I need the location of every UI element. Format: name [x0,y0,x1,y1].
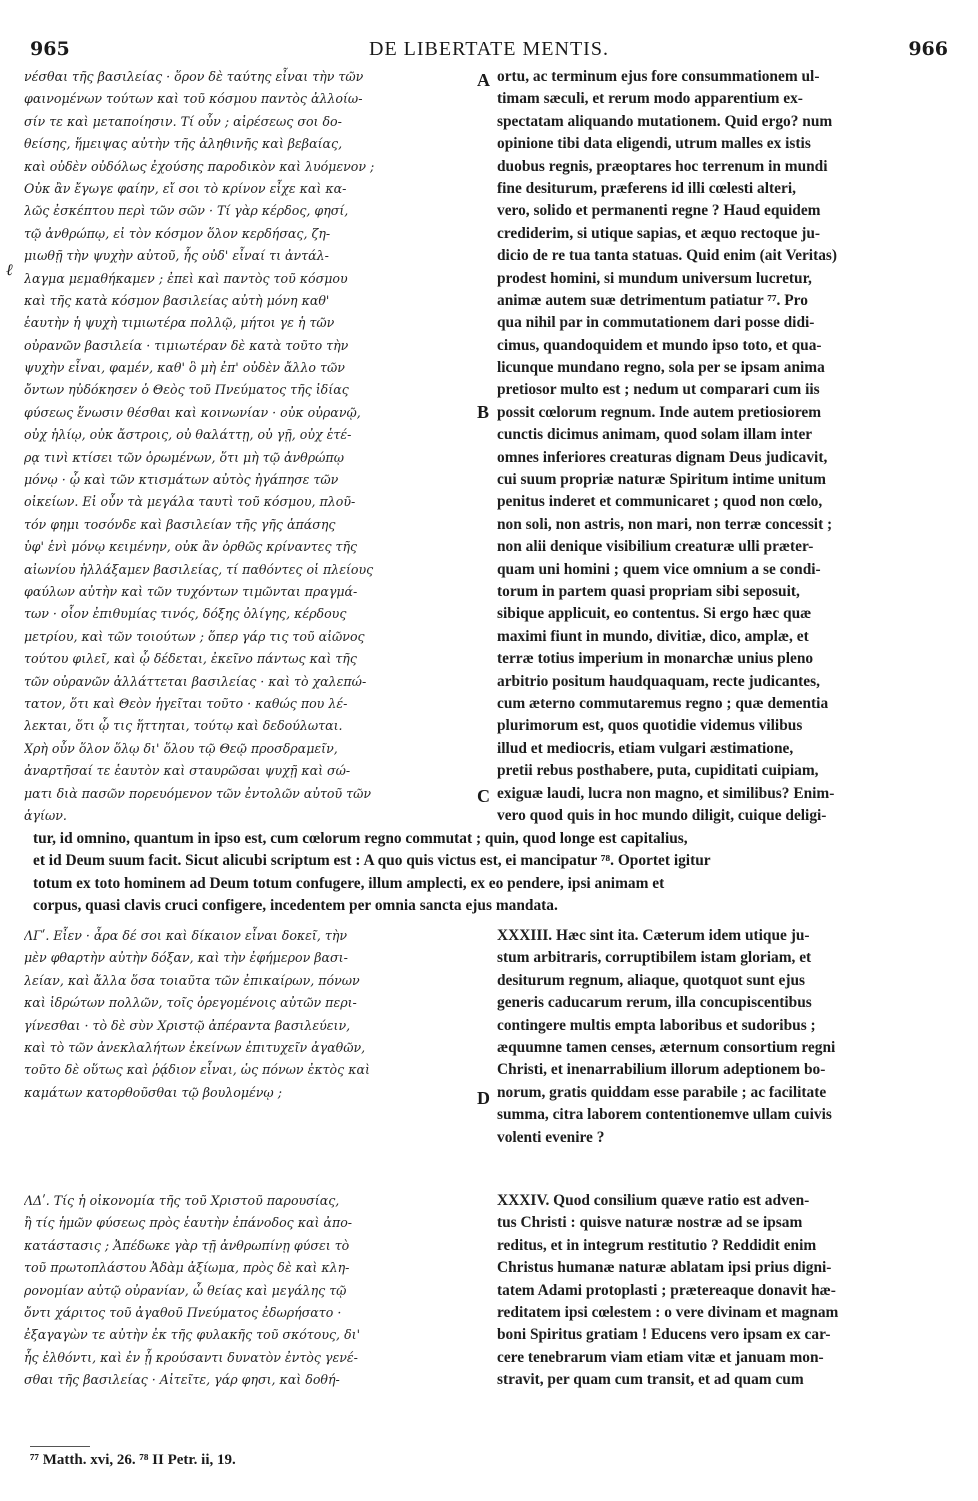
text-line: των · οἷον ἐπιθυμίας τινός, δόξης ὀλίγης, κέρδους [24,606,347,622]
text-line: corpus, quasi clavis cruci configere, incedentem per omnia sancta ejus mandata. [33,897,558,915]
text-line: ἐξαγαγὼν τε αὐτὴν ἐκ τῆς φυλακῆς τοῦ σκότους, δι' [24,1327,361,1343]
text-line: ἢ τίς ἡμῶν φύσεως πρὸς ἑαυτὴν ἐπάνοδος καὶ ἀπο- [24,1215,353,1231]
section-marker-a: A [477,70,490,90]
latin-full-width-block [33,828,941,918]
page-number-right: 966 [908,38,948,60]
text-line: qua nihil par in commutationem dari posse didi- [497,314,815,332]
text-line: cum æterno commutaremus regno ; quæ dementia [497,694,829,712]
text-line: λείαν, καὶ ἄλλα ὅσα τοιαῦτα τῶν ἐπικαίρων, πόνων [24,972,360,988]
text-line: τῶν οὐρανῶν ἀλλάττεται βασιλείας · καὶ τὸ χαλεπώ- [24,673,367,689]
text-line: stum arbitraris, corruptibilem istam gloriam, et [497,949,812,967]
text-line: pretiosor multo est ; nedum ut comparari cum iis [497,381,820,399]
text-line: sibique applicuit, eo contentus. Si ergo hæc quæ [497,605,812,623]
page-header [30,38,948,64]
text-line: τοῦ πρωτοπλάστου Ἀδὰμ ἀξίωμα, πρὸς δὲ καὶ κλη- [24,1260,350,1276]
text-line: σίν τε καὶ μεταποίησιν. Τί οὖν ; αἱρέσεως σοι δο- [24,113,342,129]
text-line: vero quod quis in hoc mundo diligit, cuique deligi- [497,806,827,824]
text-line: κατάστασις ; Ἀπέδωκε γὰρ τῇ ἀνθρωπίνῃ φύσει τὸ [24,1237,350,1253]
text-line: σθαι τῆς βασιλείας · Αἰτεῖτε, γάρ φησι, καὶ δοθή- [24,1372,340,1388]
text-line: contingere multis empta laboribus et sudoribus ; [497,1016,816,1034]
text-line: boni Spiritus gratiam ! Educens vero ipsam ex car- [497,1326,831,1344]
text-line: generis caducarum rerum, illa concupiscentibus [497,994,812,1012]
page-number-left: 965 [30,38,70,60]
text-line: tus Christi : quisve naturæ nostræ ad se ipsam [497,1214,803,1232]
text-line: crediderim, si utique sapias, et æquo rectoque ju- [497,224,821,242]
text-line: volenti evenire ? [497,1128,605,1146]
text-line: dicio de re tua tanta statuas. Quid enim (ait Veritas) [497,247,838,265]
text-line: non soli, non astris, non mari, non terræ concessit ; [497,515,833,533]
text-line: φύσεως ἕνωσιν θέσθαι καὶ κοινωνίαν · οὐκ οὐρανῷ, [24,404,361,420]
text-line: Οὐκ ἂν ἔγωγε φαίην, εἴ σοι τὸ κρίνον εἶχε καὶ κα- [24,180,347,196]
text-line: μετρίου, καὶ τῶν τοιούτων ; ὅπερ γάρ τις τοῦ αἰῶνος [24,628,365,644]
text-line: plurimorum est, quos quotidie videmus vilibus [497,717,803,735]
text-line: ἁγίων. [24,807,67,823]
text-line: ὄντι χάριτος τοῦ ἀγαθοῦ Πνεύματος ἐδωρήσατο · [24,1304,342,1320]
text-line: reditatem ipsi cœlestem : o vere divinam et magnam [497,1303,839,1321]
margin-note-mark: ℓ [6,260,13,279]
text-line: licunque mundano regno, sola per se ipsam anima [497,359,825,377]
text-line: et id Deum suum facit. Sicut alicubi scriptum est : A quo quis victus est, ei mancipatur ⁷⁸. Oportet igitur [33,852,711,870]
text-line: tur, id omnino, quantum in ipso est, cum cœlorum regno commutat ; quin, quod longe est capitalius, [33,830,688,847]
text-line: ρᾳ τινὶ κτίσει τῶν ὁρωμένων, ὅτι μὴ τῷ ἀνθρώπῳ [24,449,344,465]
greek-column-block-1 [24,66,479,827]
text-line: λῶς ἐσκέπτου περὶ τῶν σῶν · Τί γὰρ κέρδος, φησί, [24,203,349,219]
text-line: οὐχ ἡλίῳ, οὐκ ἄστροις, οὐ θαλάττῃ, οὐ γῇ, οὐχ ἑτέ- [24,427,352,443]
text-line: οἰκείων. Εἰ οὖν τὰ μεγάλα ταυτὶ τοῦ κόσμου, πλοῦ- [24,494,356,510]
text-line: torum in partem quasi propriam sibi seposuit, [497,582,800,600]
text-line: λεκται, ὅτι ᾧ τις ἥττηται, τούτῳ καὶ δεδούλωται. [24,718,343,734]
text-line: τόν φημι τοσόνδε καὶ βασιλείαν τῆς γῆς ἁπάσης [24,516,336,532]
latin-column-block-3 [497,1190,945,1392]
text-line: οὐρανῶν βασιλεία · τιμιωτέραν δὲ κατὰ τοῦτο τὴν [24,337,349,353]
text-line: ὄντων ηὐδόκησεν ὁ Θεὸς τοῦ Πνεύματος τῆς ἰδίας [24,382,349,398]
text-line: reditus, et in integrum restitutio ? Reddidit enim [497,1236,817,1254]
text-line: tatem Adami protoplasti ; prætereaque donavit hæ- [497,1281,836,1299]
text-line: φαινομένων τούτων καὶ τοῦ κόσμου παντὸς ἀλλοίω- [24,91,363,107]
text-line: summa, citra laborem contentionemve ullam cuivis [497,1106,832,1124]
greek-column-block-2 [24,925,479,1104]
text-line: illud et mediocris, etiam vulgari æstimatione, [497,739,794,757]
text-line: omnes inferiores creaturas dignam Deus judicavit, [497,448,828,466]
text-line: γίνεσθαι · τὸ δὲ σὺν Χριστῷ ἀπέραντα βασιλεύειν, [24,1017,351,1033]
text-line: ἑαυτὴν ἡ ψυχὴ τιμιωτέρα πολλῷ, μήτοι γε ἡ τῶν [24,315,335,331]
section-marker-c: C [477,786,490,806]
text-line: non alii denique visibilium creaturæ ulli præter- [497,538,814,556]
text-line: τοῦτο δὲ οὕτως καὶ ῥᾴδιον εἶναι, ὡς πόνων ἐκτὸς καὶ [24,1062,370,1078]
text-line: cui suum propriæ naturæ Spiritum intime unitum [497,471,826,489]
text-line: Christi, et inenarrabilium illorum adeptionem bo- [497,1061,826,1079]
text-line: ματι διὰ πασῶν πορευόμενον τῶν ἐντολῶν αὐτοῦ τῶν [24,785,372,801]
text-line: νέσθαι τῆς βασιλείας · ὅρον δὲ ταύτης εἶναι τὴν τῶν [24,69,364,84]
latin-column-block-2 [497,925,945,1149]
text-line: ortu, ac terminum ejus fore consummationem ul- [497,68,820,85]
text-line: καὶ ἱδρώτων πολλῶν, τοῖς ὀρεγομένοις αὐτῶν περι- [24,995,357,1011]
text-line: καὶ οὐδὲν οὐδόλως ἐχούσης παροδικὸν καὶ λυόμενον ; [24,158,375,174]
text-line: cunctis dicimus animam, quod solam illam inter [497,426,813,444]
text-line: exiguæ laudi, lucra non magno, et similibus? Enim- [497,784,835,802]
text-line: norum, gratis quiddam esse parabile ; ac facilitate [497,1083,827,1101]
text-line: ΛΓʹ. Εἶεν · ἆρα δέ σοι καὶ δίκαιον εἶναι δοκεῖ, τὴν [24,928,348,943]
text-line: prodest homini, si mundum universum lucretur, [497,269,812,287]
text-line: totum ex toto hominem ad Deum totum confugere, illum amplecti, ex eo pendere, ipsi animam et [33,874,665,892]
text-line: αἰωνίου ἠλλάξαμεν βασιλείας, τί παθόντες οἱ πλείους [24,561,374,577]
text-line: καὶ τῆς κατὰ κόσμον βασιλείας αὐτὴ μόνη καθ' [24,292,330,308]
text-line: τούτου φιλεῖ, καὶ ᾧ δέδεται, ἐκεῖνο πάντως καὶ τῆς [24,651,357,667]
text-line: τατον, ὅτι καὶ Θεὸν ἡγεῖται τοῦτο · καθώς που λέ- [24,695,348,711]
text-line: καμάτων κατορθοῦσθαι τῷ βουλομένῳ ; [24,1084,282,1100]
text-line: penitus inderet et communicaret ; quod non cœlo, [497,493,823,511]
text-line: ὑφ' ἑνὶ μόνῳ κειμένην, οὐκ ἂν ὀρθῶς κρίναντες τῆς [24,539,358,555]
text-line: μὲν φθαρτὴν αὐτὴν δόξαν, καὶ τὴν ἐφήμερον βασι- [24,950,348,966]
text-line: æquumne tamen censes, æternum consortium regni [497,1038,836,1056]
text-line: λαγμα μεμαθήκαμεν ; ἐπεὶ καὶ παντὸς τοῦ κόσμου [24,270,348,286]
text-line: ἀναρτῆσαί τε ἑαυτὸν καὶ σταυρῶσαι ψυχῇ καὶ σώ- [24,763,351,779]
text-line: quam uni homini ; quem vice omnium a se condi- [497,560,821,578]
text-line: maximi fiunt in mundo, divitiæ, dico, amplæ, et [497,627,809,645]
text-line: τῷ ἀνθρώπῳ, εἰ τὸν κόσμον ὅλον κερδήσας, ζη- [24,225,331,241]
text-line: cere tenebrarum viam etiam vitæ et januam mon- [497,1348,824,1366]
text-line: ψυχὴν εἶναι, φαμέν, καθ' ὃ μὴ ἐπ' οὐδὲν ἄλλο τῶν [24,360,345,376]
text-line: XXXIV. Quod consilium quæve ratio est adven- [497,1192,810,1209]
text-line: stravit, per quam cum transit, et ad quam cum [497,1371,804,1389]
text-line: φαύλων αὐτὴν καὶ τῶν τυχόντων τιμῶνται πραγμά- [24,583,358,599]
text-line: Christus humanæ naturæ ablatam ipsi prius digni- [497,1259,832,1277]
text-line: ΛΔʹ. Τίς ἡ οἰκονομία τῆς τοῦ Χριστοῦ παρουσίας, [24,1193,340,1208]
text-line: XXXIII. Hæc sint ita. Cæterum idem utique ju- [497,927,810,944]
running-title: DE LIBERTATE MENTIS. [369,38,609,60]
greek-column-block-3 [24,1190,479,1392]
text-line: duobus regnis, præoptares hoc terrenum in mundi [497,157,828,175]
text-line: possit cœlorum regnum. Inde autem pretiosiorem [497,403,822,421]
text-line: μόνῳ · ᾧ καὶ τῶν κτισμάτων αὐτὸς ἠγάπησε τῶν [24,472,339,488]
text-line: timam sæculi, et rerum modo apparentium ex- [497,90,803,108]
footnote-rule [30,1446,90,1447]
text-line: ρονομίαν αὐτῷ οὐρανίαν, ὦ θείας καὶ μεγάλης τῷ [24,1282,347,1298]
text-line: μιωθῇ τὴν ψυχὴν αὐτοῦ, ἧς οὐδ' εἶναί τι ἀντάλ- [24,248,329,264]
latin-column-block-1 [497,66,945,827]
text-line: desiturum regnum, aliaque, quotquot sunt ejus [497,971,806,989]
text-line: animæ autem suæ detrimentum patiatur ⁷⁷. Pro [497,291,808,309]
text-line: Χρὴ οὖν ὅλον ὅλῳ δι' ὅλου τῷ Θεῷ προσδραμεῖν, [24,740,338,756]
text-line: cimus, quandoquidem et mundo ipso toto, et qua- [497,336,822,354]
footnotes: ⁷⁷ Matth. xvi, 26. ⁷⁸ II Petr. ii, 19. [30,1452,236,1468]
text-line: καὶ τὸ τῶν ἀνεκλαλήτων ἐκείνων ἐπιτυχεῖν ἀγαθῶν, [24,1039,366,1055]
text-line: pretii rebus posthabere, puta, cupiditati cuipiam, [497,762,819,780]
text-line: fine desiturum, præferens id illi cœlesti alteri, [497,179,796,197]
text-line: ἧς ἐλθόντι, καὶ ἐν ᾗ κρούσαντι δυνατὸν ἐντὸς γενέ- [24,1349,358,1365]
text-line: terræ totius imperium in monarchæ unius pleno [497,650,814,668]
section-marker-b: B [477,402,490,422]
text-line: θείσης, ἥμειψας αὐτὴν τῆς ἀληθινῆς καὶ βεβαίας, [24,136,343,152]
text-line: arbitrio positum haudquaquam, recte judicantes, [497,672,820,690]
text-line: spectatam aliquando mutationem. Quid ergo? num [497,112,833,130]
text-line: vero, solido et permanenti regne ? Haud equidem [497,202,821,220]
text-line: opinione tibi data eligendi, utrum malles ex istis [497,135,811,153]
section-marker-d: D [477,1088,490,1108]
